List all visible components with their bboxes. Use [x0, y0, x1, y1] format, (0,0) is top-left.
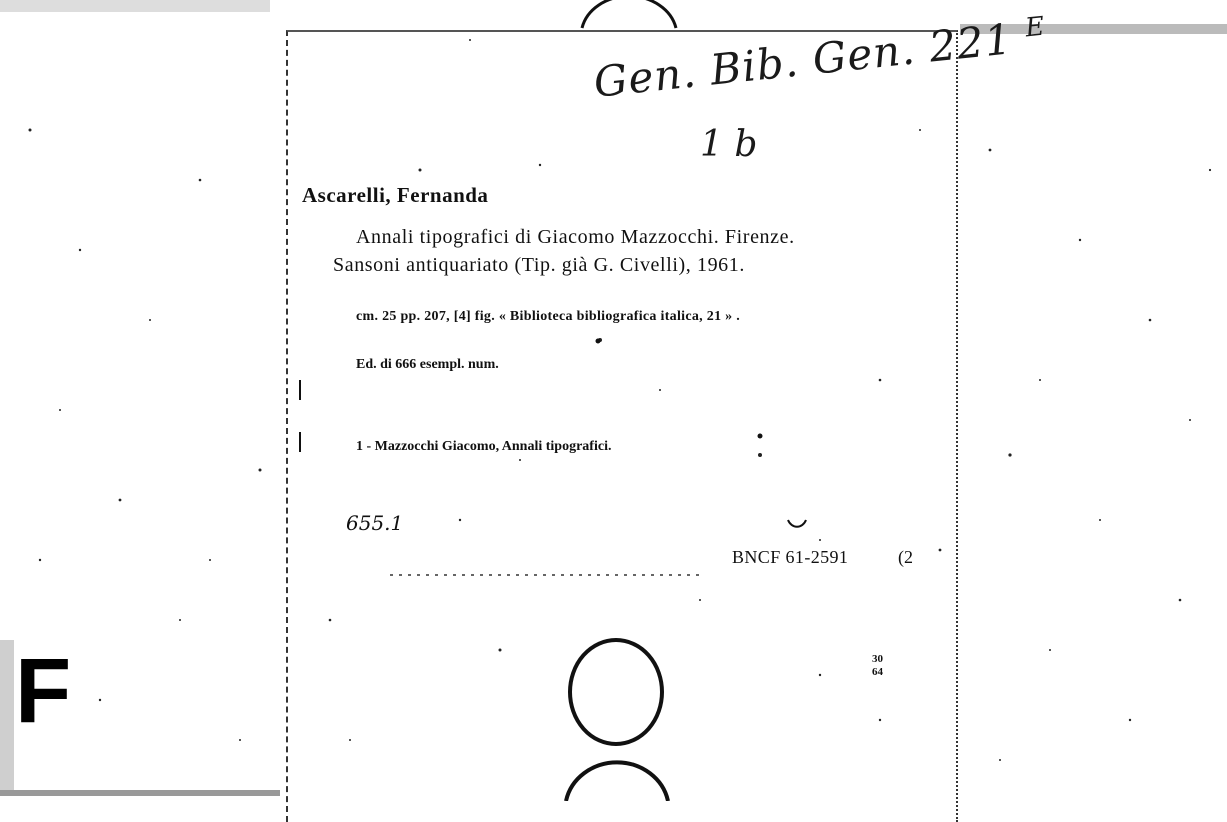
edition-note: Ed. di 666 esempl. num. — [356, 357, 499, 372]
title-line-2: Sansoni antiquariato (Tip. già G. Civelli), 1961. — [333, 254, 745, 276]
class-number: 655.1 — [346, 511, 404, 535]
title-line-1: Annali tipografici di Giacomo Mazzocchi. Firenze. — [356, 226, 795, 248]
author-heading: Ascarelli, Fernanda — [302, 183, 489, 207]
collation-line: cm. 25 pp. 207, [4] fig. « Biblioteca bibliografica italica, 21 » . — [356, 309, 741, 324]
handwritten-shelfmark-line2: 1 b — [700, 124, 758, 165]
small-tag: 30 64 — [872, 653, 883, 678]
catalog-card — [286, 30, 958, 822]
section-letter: F — [15, 640, 72, 742]
shelfmark-suffix: E — [1023, 11, 1047, 44]
shelfmark-text: Gen. Bib. Gen. 221 — [591, 14, 1015, 107]
subject-tracing: 1 - Mazzocchi Giacomo, Annali tipografici. — [356, 439, 612, 454]
card-marker: (2 — [898, 547, 913, 567]
bncf-number: BNCF 61-2591 — [732, 547, 849, 567]
